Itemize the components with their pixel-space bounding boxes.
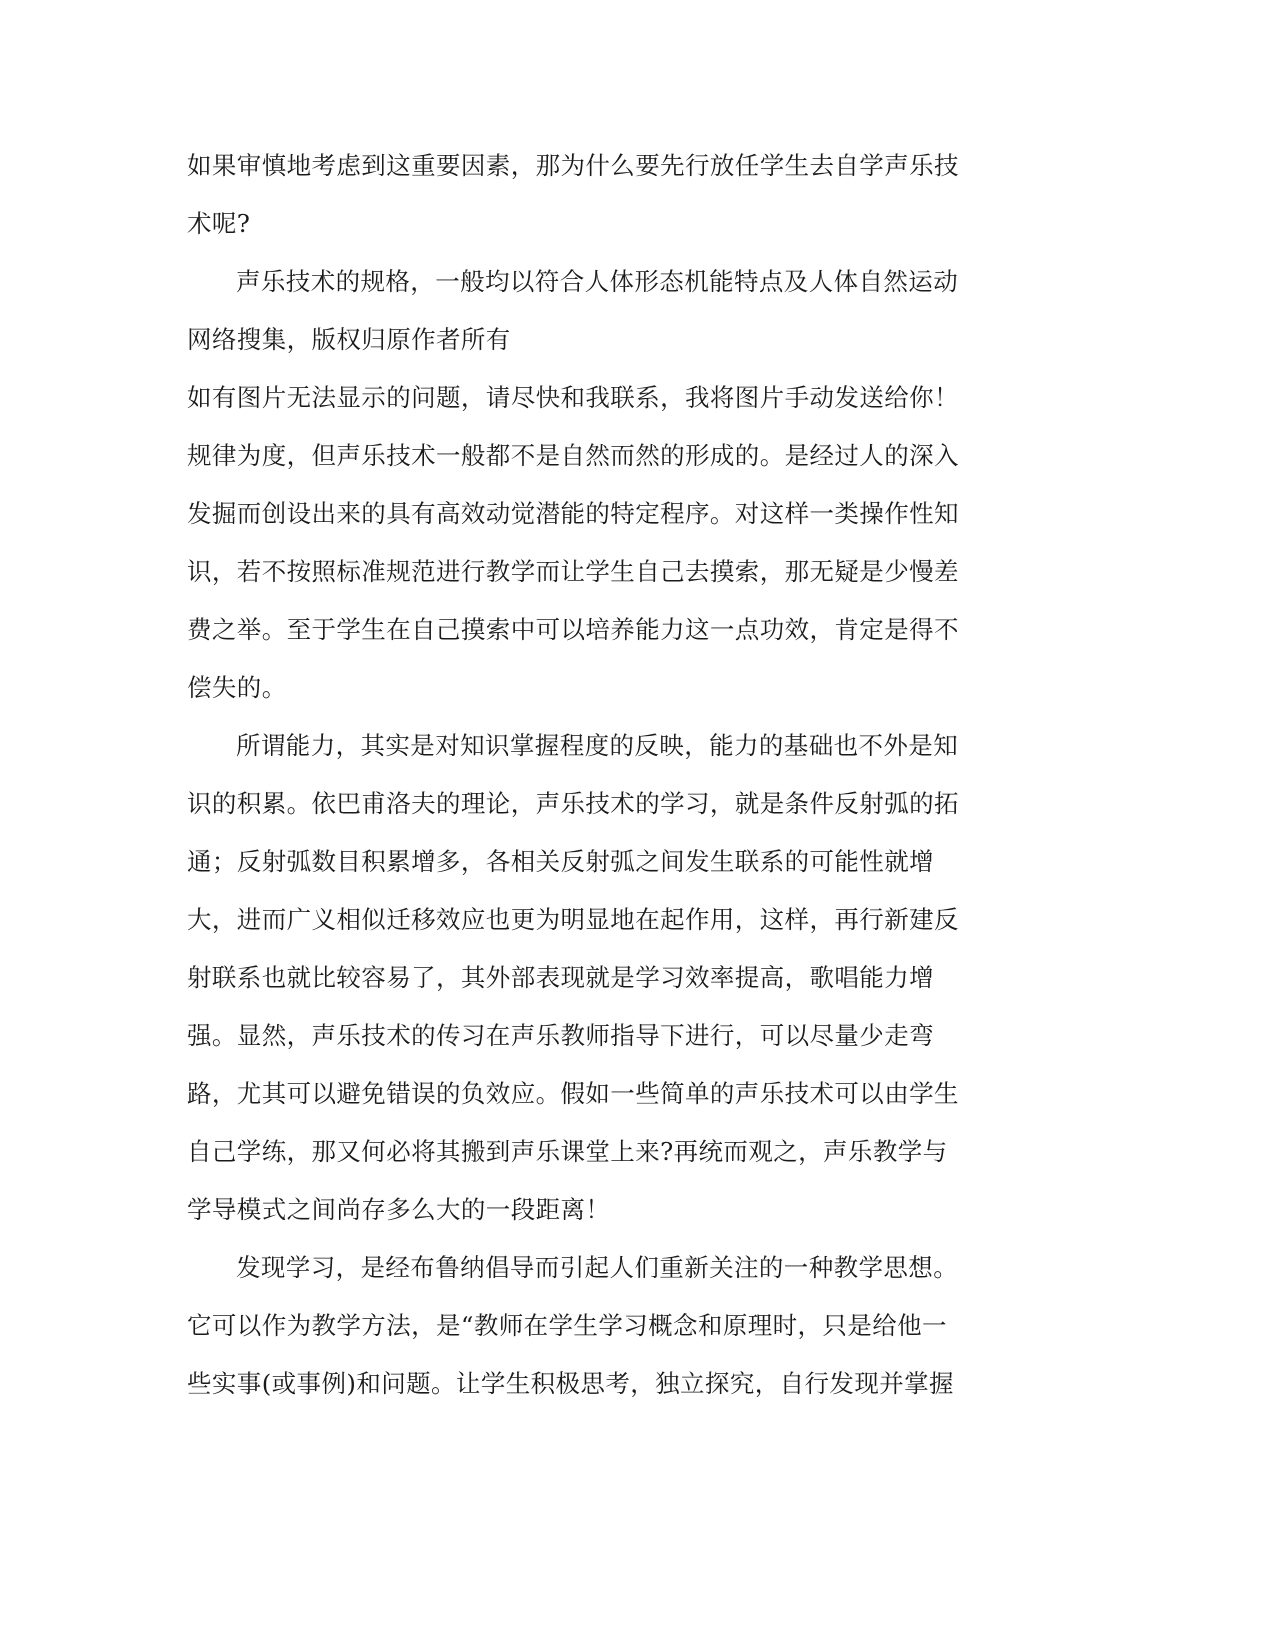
text-line: 费之举。至于学生在自己摸索中可以培养能力这一点功效，肯定是得不 xyxy=(187,615,959,644)
text-line: 些实事(或事例)和问题。让学生积极思考，独立探究，自行发现并掌握 xyxy=(187,1369,954,1398)
text-line: 规律为度，但声乐技术一般都不是自然而然的形成的。是经过人的深入 xyxy=(187,441,959,470)
paragraph-start-line: 声乐技术的规格，一般均以符合人体形态机能特点及人体自然运动 xyxy=(236,267,959,296)
image-notice: 如有图片无法显示的问题，请尽快和我联系，我将图片手动发送给你！ xyxy=(187,383,959,412)
paragraph-start-line: 所谓能力，其实是对知识掌握程度的反映，能力的基础也不外是知 xyxy=(236,731,959,760)
text-line: 它可以作为教学方法，是“教师在学生学习概念和原理时，只是给他一 xyxy=(187,1311,947,1340)
text-line: 大，进而广义相似迁移效应也更为明显地在起作用，这样，再行新建反 xyxy=(187,905,959,934)
text-line: 射联系也就比较容易了，其外部表现就是学习效率提高，歌唱能力增 xyxy=(187,963,934,992)
text-line: 发掘而创设出来的具有高效动觉潜能的特定程序。对这样一类操作性知 xyxy=(187,499,959,528)
text-line: 如果审慎地考虑到这重要因素，那为什么要先行放任学生去自学声乐技 xyxy=(187,151,959,180)
text-line: 术呢? xyxy=(187,209,251,238)
text-line: 路，尤其可以避免错误的负效应。假如一些简单的声乐技术可以由学生 xyxy=(187,1079,959,1108)
text-line: 学导模式之间尚存多么大的一段距离！ xyxy=(187,1195,611,1224)
text-line: 强。显然，声乐技术的传习在声乐教师指导下进行，可以尽量少走弯 xyxy=(187,1021,934,1050)
text-line: 识，若不按照标准规范进行教学而让学生自己去摸索，那无疑是少慢差 xyxy=(187,557,959,586)
text-line: 自己学练，那又何必将其搬到声乐课堂上来?再统而观之，声乐教学与 xyxy=(187,1137,948,1166)
paragraph-start-line: 发现学习，是经布鲁纳倡导而引起人们重新关注的一种教学思想。 xyxy=(236,1253,959,1282)
copyright-notice: 网络搜集，版权归原作者所有 xyxy=(187,325,511,354)
text-line: 识的积累。依巴甫洛夫的理论，声乐技术的学习，就是条件反射弧的拓 xyxy=(187,789,959,818)
text-line: 通；反射弧数目积累增多，各相关反射弧之间发生联系的可能性就增 xyxy=(187,847,934,876)
text-line: 偿失的。 xyxy=(187,673,287,702)
